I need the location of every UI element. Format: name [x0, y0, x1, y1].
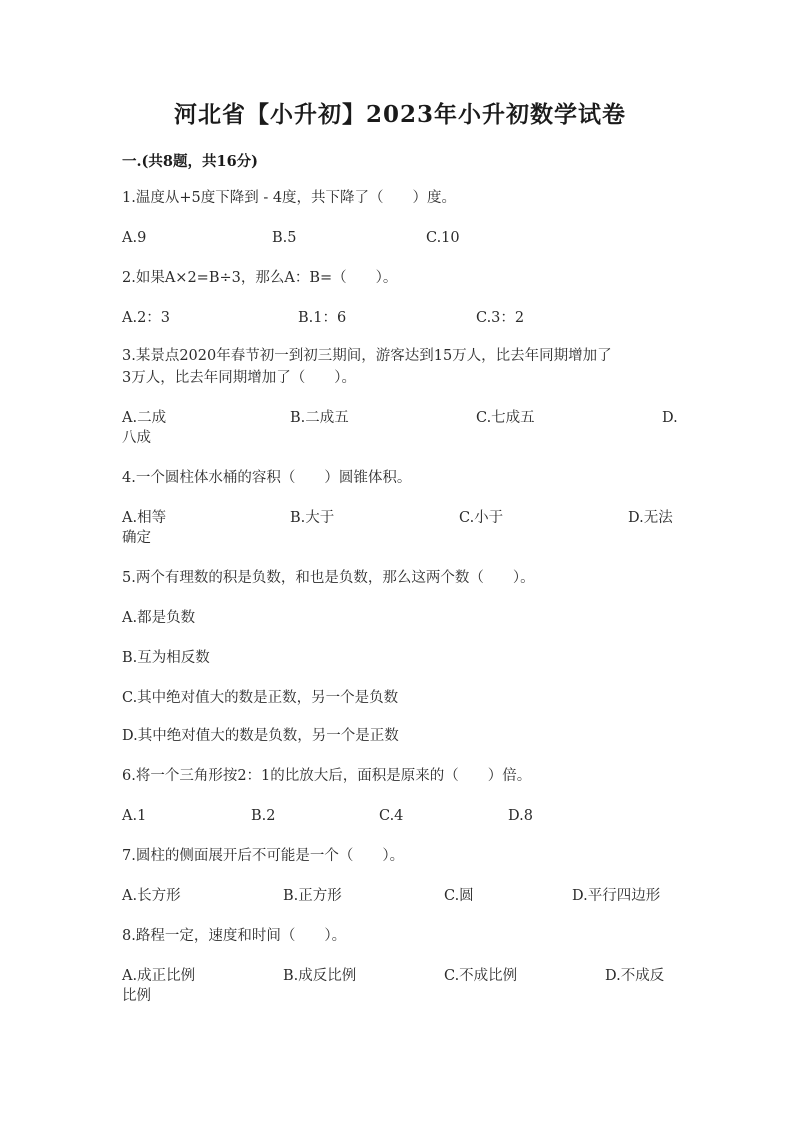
question-3-option-b: B.二成五 — [290, 410, 349, 426]
question-1-stem: 1.温度从+5度下降到 - 4度，共下降了（ ）度。 — [122, 190, 457, 206]
section-heading: 一.(共8题，共16分) — [122, 153, 259, 170]
question-6-option-d: D.8 — [508, 808, 533, 824]
question-7-option-d: D.平行四边形 — [572, 888, 661, 904]
question-4-option-d: D.无法 — [628, 510, 673, 526]
question-6-option-b: B.2 — [251, 808, 276, 824]
question-5-stem: 5.两个有理数的积是负数，和也是负数，那么这两个数（ ）。 — [122, 570, 535, 586]
question-1-option-a: A.9 — [122, 230, 147, 246]
question-2-option-a: A.2：3 — [122, 310, 171, 326]
question-3-stem-line2: 3万人，比去年同期增加了（ ）。 — [122, 370, 356, 386]
question-8-option-d: D.不成反 — [605, 968, 665, 984]
question-4-option-a: A.相等 — [122, 510, 167, 526]
question-5-option-d: D.其中绝对值大的数是负数，另一个是正数 — [122, 728, 399, 744]
question-2-option-b: B.1：6 — [298, 310, 347, 326]
question-7-option-c: C.圆 — [444, 888, 474, 904]
question-7-option-b: B.正方形 — [283, 888, 342, 904]
question-6-option-c: C.4 — [379, 808, 404, 824]
question-5-option-a: A.都是负数 — [122, 610, 196, 626]
question-3-option-a: A.二成 — [122, 410, 167, 426]
question-3-option-d-wrap: 八成 — [122, 430, 151, 446]
question-6-stem: 6.将一个三角形按2：1的比放大后，面积是原来的（ ）倍。 — [122, 768, 532, 784]
question-3-option-c: C.七成五 — [476, 410, 535, 426]
question-8-option-c: C.不成比例 — [444, 968, 518, 984]
page-title: 河北省【小升初】2023年小升初数学试卷 — [173, 101, 626, 128]
question-4-option-d-wrap: 确定 — [122, 530, 151, 546]
question-5-option-b: B.互为相反数 — [122, 650, 210, 666]
question-3-option-d: D. — [662, 410, 678, 426]
question-7-stem: 7.圆柱的侧面展开后不可能是一个（ ）。 — [122, 848, 405, 864]
question-2-stem: 2.如果A×2=B÷3，那么A：B=（ ）。 — [122, 270, 398, 286]
question-8-stem: 8.路程一定，速度和时间（ ）。 — [122, 928, 347, 944]
question-8-option-b: B.成反比例 — [283, 968, 357, 984]
question-3-stem-line1: 3.某景点2020年春节初一到初三期间，游客达到15万人，比去年同期增加了 — [122, 348, 612, 364]
question-2-option-c: C.3：2 — [476, 310, 525, 326]
question-8-option-d-wrap: 比例 — [122, 988, 151, 1004]
question-8-option-a: A.成正比例 — [122, 968, 196, 984]
question-6-option-a: A.1 — [122, 808, 147, 824]
question-5-option-c: C.其中绝对值大的数是正数，另一个是负数 — [122, 690, 399, 706]
question-1-option-c: C.10 — [426, 230, 460, 246]
question-4-option-c: C.小于 — [459, 510, 504, 526]
question-7-option-a: A.长方形 — [122, 888, 181, 904]
question-4-option-b: B.大于 — [290, 510, 335, 526]
question-1-option-b: B.5 — [272, 230, 297, 246]
question-4-stem: 4.一个圆柱体水桶的容积（ ）圆锥体积。 — [122, 470, 412, 486]
